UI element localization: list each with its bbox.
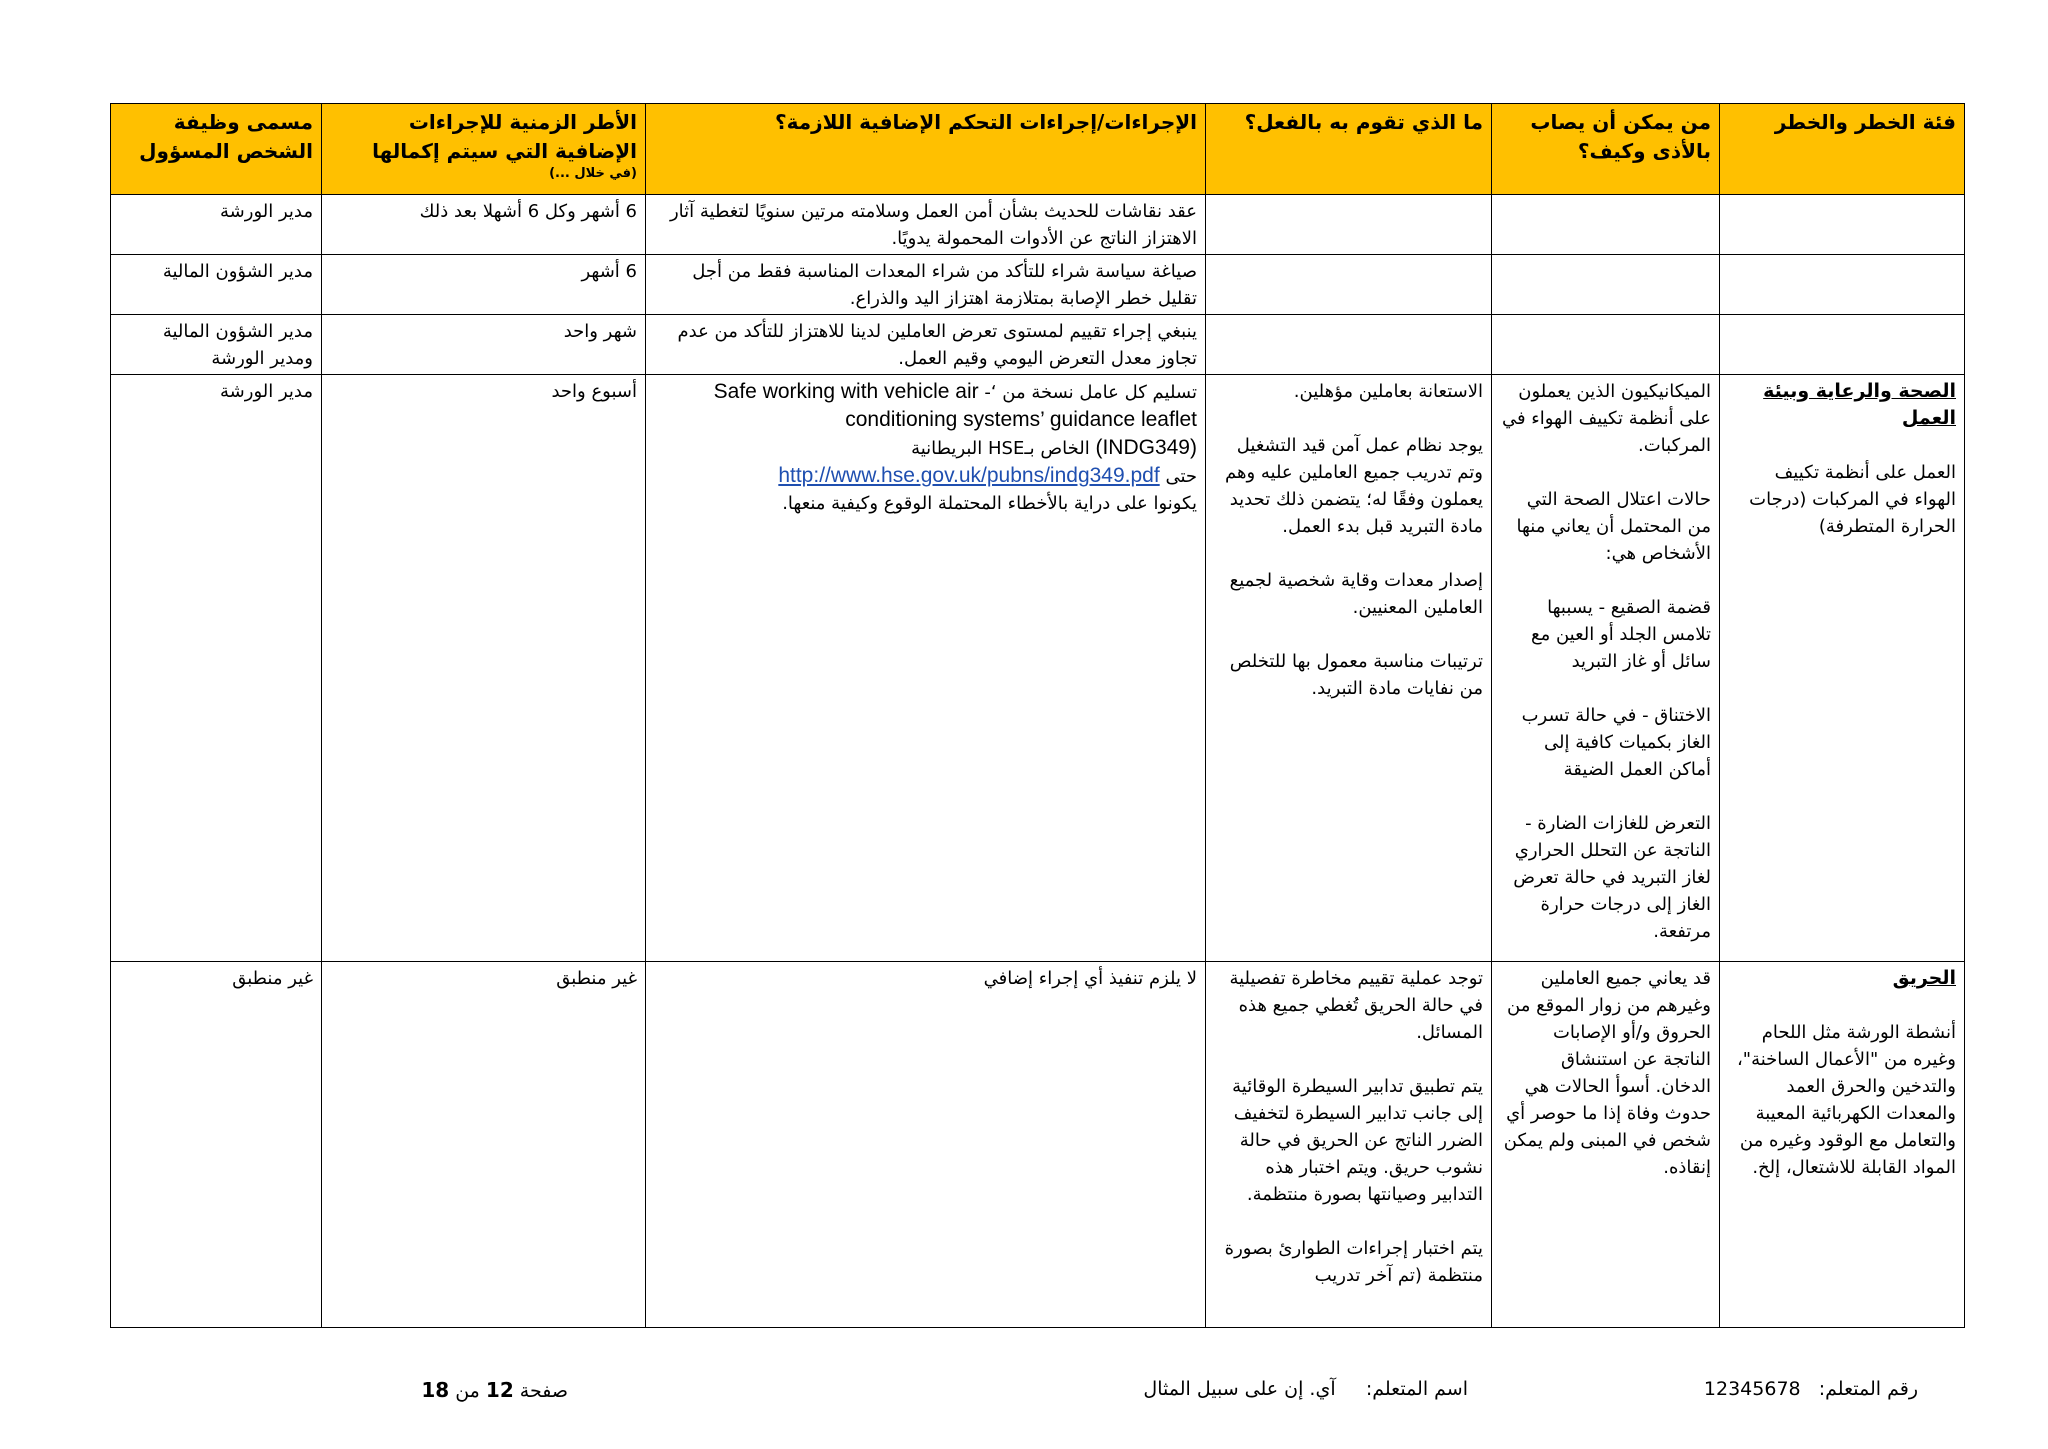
timeframe-cell: غير منطبق (322, 962, 646, 1328)
actions-cell: عقد نقاشات للحديث بشأن أمن العمل وسلامته مرتين سنويًا لتغطية آثار الاهتزاز الناتج عن الأدوات المحمولة يدويًا. (646, 195, 1206, 255)
who-cell (1492, 195, 1720, 255)
doing-paragraph: يتم تطبيق تدابير السيطرة الوقائية إلى جانب تدابير السيطرة لتخفيف الضرر الناتج عن الحريق في حالة نشوب حريق. ويتم اختبار هذه التدابير وصيانتها بصورة منتظمة. (1232, 1076, 1483, 1205)
header-timeframe-note: (في خلال ...) (549, 166, 637, 181)
actions-cell: صياغة سياسة شراء للتأكد من شراء المعدات المناسبة فقط من أجل تقليل خطر الإصابة بمتلازمة اهتزاز اليد والذراع. (646, 255, 1206, 315)
header-timeframe (322, 104, 646, 195)
header-category: فئة الخطر والخطر (1720, 104, 1965, 195)
category-desc: أنشطة الورشة مثل اللحام وغيره من "الأعمال الساخنة"، والتدخين والحرق العمد والمعدات الكهربائية المعيبة والتعامل مع الوقود وغيره من المواد القابلة للاشتعال، إلخ. (1737, 1022, 1956, 1178)
responsible-cell: مدير الشؤون المالية (111, 255, 322, 315)
footer-page-number (421, 1378, 568, 1402)
actions-cell (646, 375, 1206, 962)
risk-assessment-table (110, 103, 1965, 1328)
who-cell (1492, 375, 1720, 962)
hse-leaflet-link[interactable]: http://www.hse.gov.uk/pubns/indg349.pdf (778, 464, 1160, 487)
table-row (111, 195, 1965, 255)
category-cell (1720, 315, 1965, 375)
who-paragraph: الميكانيكيون الذين يعملون على أنظمة تكييف الهواء في المركبات. (1501, 381, 1711, 456)
responsible-cell (111, 315, 322, 375)
page-of: من (455, 1380, 480, 1402)
responsible-cell: مدير الورشة (111, 375, 322, 962)
who-cell (1492, 315, 1720, 375)
table-row (111, 375, 1965, 962)
actions-after-link: حتى (1165, 466, 1197, 487)
table-row (111, 315, 1965, 375)
who-paragraph: الاختناق - في حالة تسرب الغاز بكميات كافية إلى أماكن العمل الضيقة (1521, 705, 1711, 780)
actions-end: يكونوا على دراية بالأخطاء المحتملة الوقوع وكيفية منعها. (782, 493, 1197, 514)
actions-prefix: تسليم كل عامل نسخة من ‘- (984, 382, 1197, 403)
actions-cell: ينبغي إجراء تقييم لمستوى تعرض العاملين لدينا للاهتزاز للتأكد من عدم تجاوز معدل التعرض اليومي وقيم العمل. (646, 315, 1206, 375)
who-cell (1492, 255, 1720, 315)
responsible-cell: مدير الورشة (111, 195, 322, 255)
header-actions: الإجراءات/إجراءات التحكم الإضافية اللازمة؟ (646, 104, 1206, 195)
header-row (111, 104, 1965, 195)
actions-mid: الخاص بـHSE البريطانية (911, 438, 1090, 459)
category-cell (1720, 375, 1965, 962)
learner-name-label: اسم المتعلم: (1365, 1378, 1468, 1400)
learner-number: 12345678 (1703, 1378, 1801, 1400)
learner-name: آي. إن على سبيل المثال (1143, 1378, 1336, 1400)
actions-english-2: conditioning systems’ guidance leaflet (845, 408, 1197, 431)
actions-english-3: (INDG349) (1095, 436, 1197, 459)
doing-cell (1206, 255, 1492, 315)
category-title: الحريق (1892, 967, 1956, 989)
learner-number-label: رقم المتعلم: (1818, 1378, 1918, 1400)
actions-line (654, 378, 1197, 406)
category-title: الصحة والرعاية وبيئة العمل (1763, 380, 1956, 429)
doing-cell (1206, 375, 1492, 962)
category-cell (1720, 255, 1965, 315)
timeframe-cell: 6 أشهر (322, 255, 646, 315)
responsible-line: مدير الشؤون المالية (162, 321, 313, 342)
header-who: من يمكن أن يصاب بالأذى وكيف؟ (1492, 104, 1720, 195)
doing-cell (1206, 962, 1492, 1328)
category-cell (1720, 962, 1965, 1328)
table-row (111, 255, 1965, 315)
doing-paragraph: ترتيبات مناسبة معمول بها للتخلص من نفايات مادة التبريد. (1229, 651, 1483, 699)
page-current: 12 (485, 1378, 514, 1402)
header-responsible: مسمى وظيفة الشخص المسؤول (111, 104, 322, 195)
doing-cell (1206, 195, 1492, 255)
responsible-line: ومدير الورشة (211, 348, 313, 369)
category-desc: العمل على أنظمة تكييف الهواء في المركبات (درجات الحرارة المتطرفة) (1749, 462, 1956, 537)
doing-paragraph: يتم اختبار إجراءات الطوارئ بصورة منتظمة (تم آخر تدريب (1224, 1238, 1483, 1286)
actions-cell: لا يلزم تنفيذ أي إجراء إضافي (646, 962, 1206, 1328)
doing-paragraph: إصدار معدات وقاية شخصية لجميع العاملين المعنيين. (1229, 570, 1483, 618)
actions-line (654, 434, 1197, 462)
doing-cell (1206, 315, 1492, 375)
table-row (111, 962, 1965, 1328)
who-paragraph: قضمة الصقيع - يسببها تلامس الجلد أو العين مع سائل أو غاز التبريد (1531, 597, 1711, 672)
category-cell (1720, 195, 1965, 255)
header-doing: ما الذي تقوم به بالفعل؟ (1206, 104, 1492, 195)
header-timeframe-label: الأطر الزمنية للإجراءات الإضافية التي سيتم إكمالها (372, 110, 637, 163)
doing-paragraph: الاستعانة بعاملين مؤهلين. (1293, 381, 1483, 402)
timeframe-cell: شهر واحد (322, 315, 646, 375)
timeframe-cell: 6 أشهر وكل 6 أشهلا بعد ذلك (322, 195, 646, 255)
actions-english-1: Safe working with vehicle air (713, 380, 979, 403)
doing-paragraph: توجد عملية تقييم مخاطرة تفصيلية في حالة الحريق تُغطي جميع هذه المسائل. (1229, 968, 1483, 1043)
footer-learner-number (1704, 1378, 1918, 1400)
page-word: صفحة (519, 1380, 568, 1402)
who-cell: قد يعاني جميع العاملين وغيرهم من زوار الموقع من الحروق و/أو الإصابات الناتجة عن استنشاق الدخان. أسوأ الحالات هي حدوث وفاة إذا ما حوصر أي شخص في المبنى ولم يمكن إنقاذه. (1492, 962, 1720, 1328)
page-total: 18 (421, 1378, 450, 1402)
who-paragraph: التعرض للغازات الضارة - الناتجة عن التحلل الحراري لغاز التبريد في حالة تعرض الغاز إلى درجات حرارة مرتفعة. (1513, 813, 1711, 942)
responsible-cell: غير منطبق (111, 962, 322, 1328)
doing-paragraph: يوجد نظام عمل آمن قيد التشغيل وتم تدريب جميع العاملين عليه وهم يعملون وفقًا له؛ يتضمن ذلك تحديد مادة التبريد قبل بدء العمل. (1224, 435, 1483, 537)
actions-line (654, 462, 1197, 490)
footer-learner-name (1143, 1378, 1468, 1400)
who-paragraph: حالات اعتلال الصحة التي من المحتمل أن يعاني منها الأشخاص هي: (1516, 489, 1711, 564)
timeframe-cell: أسبوع واحد (322, 375, 646, 962)
